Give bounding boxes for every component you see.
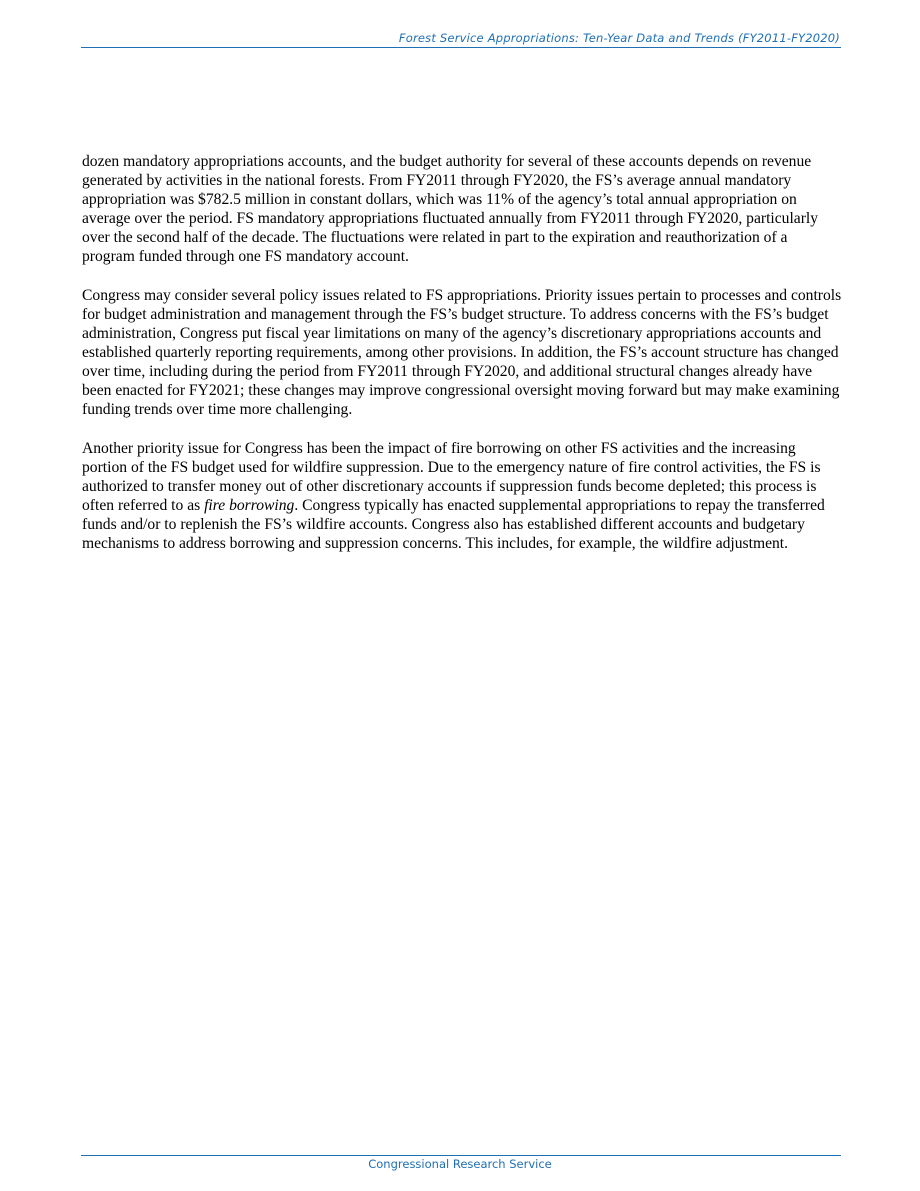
- paragraph-fire-borrowing-text-1: Another priority issue for Congress has been the impact of fire borrowing on other FS activities and the increasing portion of the FS budget used for wildfire suppression. Due to the emergency nature of fire control activities, the FS is authorized to transfer money out of other discretionary accounts if suppression funds become depleted; this process is often referred to as: [82, 440, 821, 514]
- paragraph-fire-borrowing: [82, 439, 842, 553]
- report-body: [82, 152, 842, 573]
- paragraph-policy-issues: Congress may consider several policy issues related to FS appropriations. Priority issues pertain to processes and controls for budget administration and management through the FS’s budget structure. To address concerns with the FS’s budget administration, Congress put fiscal year limitations on many of the agency’s discretionary appropriations accounts and established quarterly reporting requirements, among other provisions. In addition, the FS’s account structure has changed over time, including during the period from FY2011 through FY2020, and additional structural changes already have been enacted for FY2021; these changes may improve congressional oversight moving forward but may make examining funding trends over time more challenging.: [82, 287, 842, 418]
- footer-publisher: Congressional Research Service: [368, 1157, 552, 1171]
- header-divider: [81, 47, 841, 48]
- running-header-title: Forest Service Appropriations: Ten-Year Data and Trends (FY2011-FY2020): [398, 31, 840, 45]
- footer-divider: [81, 1155, 841, 1156]
- paragraph-mandatory-appropriations: dozen mandatory appropriations accounts, and the budget authority for several of these accounts depends on revenue generated by activities in the national forests. From FY2011 through FY2020, the FS’s average annual mandatory appropriation was $782.5 million in constant dollars, which was 11% of the agency’s total annual appropriation on average over the period. FS mandatory appropriations fluctuated annually from FY2011 through FY2020, particularly over the second half of the decade. The fluctuations were related in part to the expiration and reauthorization of a program funded through one FS mandatory account.: [82, 153, 819, 265]
- fire-borrowing-term: fire borrowing: [204, 497, 295, 514]
- paragraph-fire-borrowing-text-2: . Congress typically has enacted supplemental appropriations to repay the transferred funds and/or to replenish the FS’s wildfire accounts. Congress also has established different accounts and budgetary mechanisms to address borrowing and suppression concerns. This includes, for example, the wildfire adjustment.: [82, 497, 825, 552]
